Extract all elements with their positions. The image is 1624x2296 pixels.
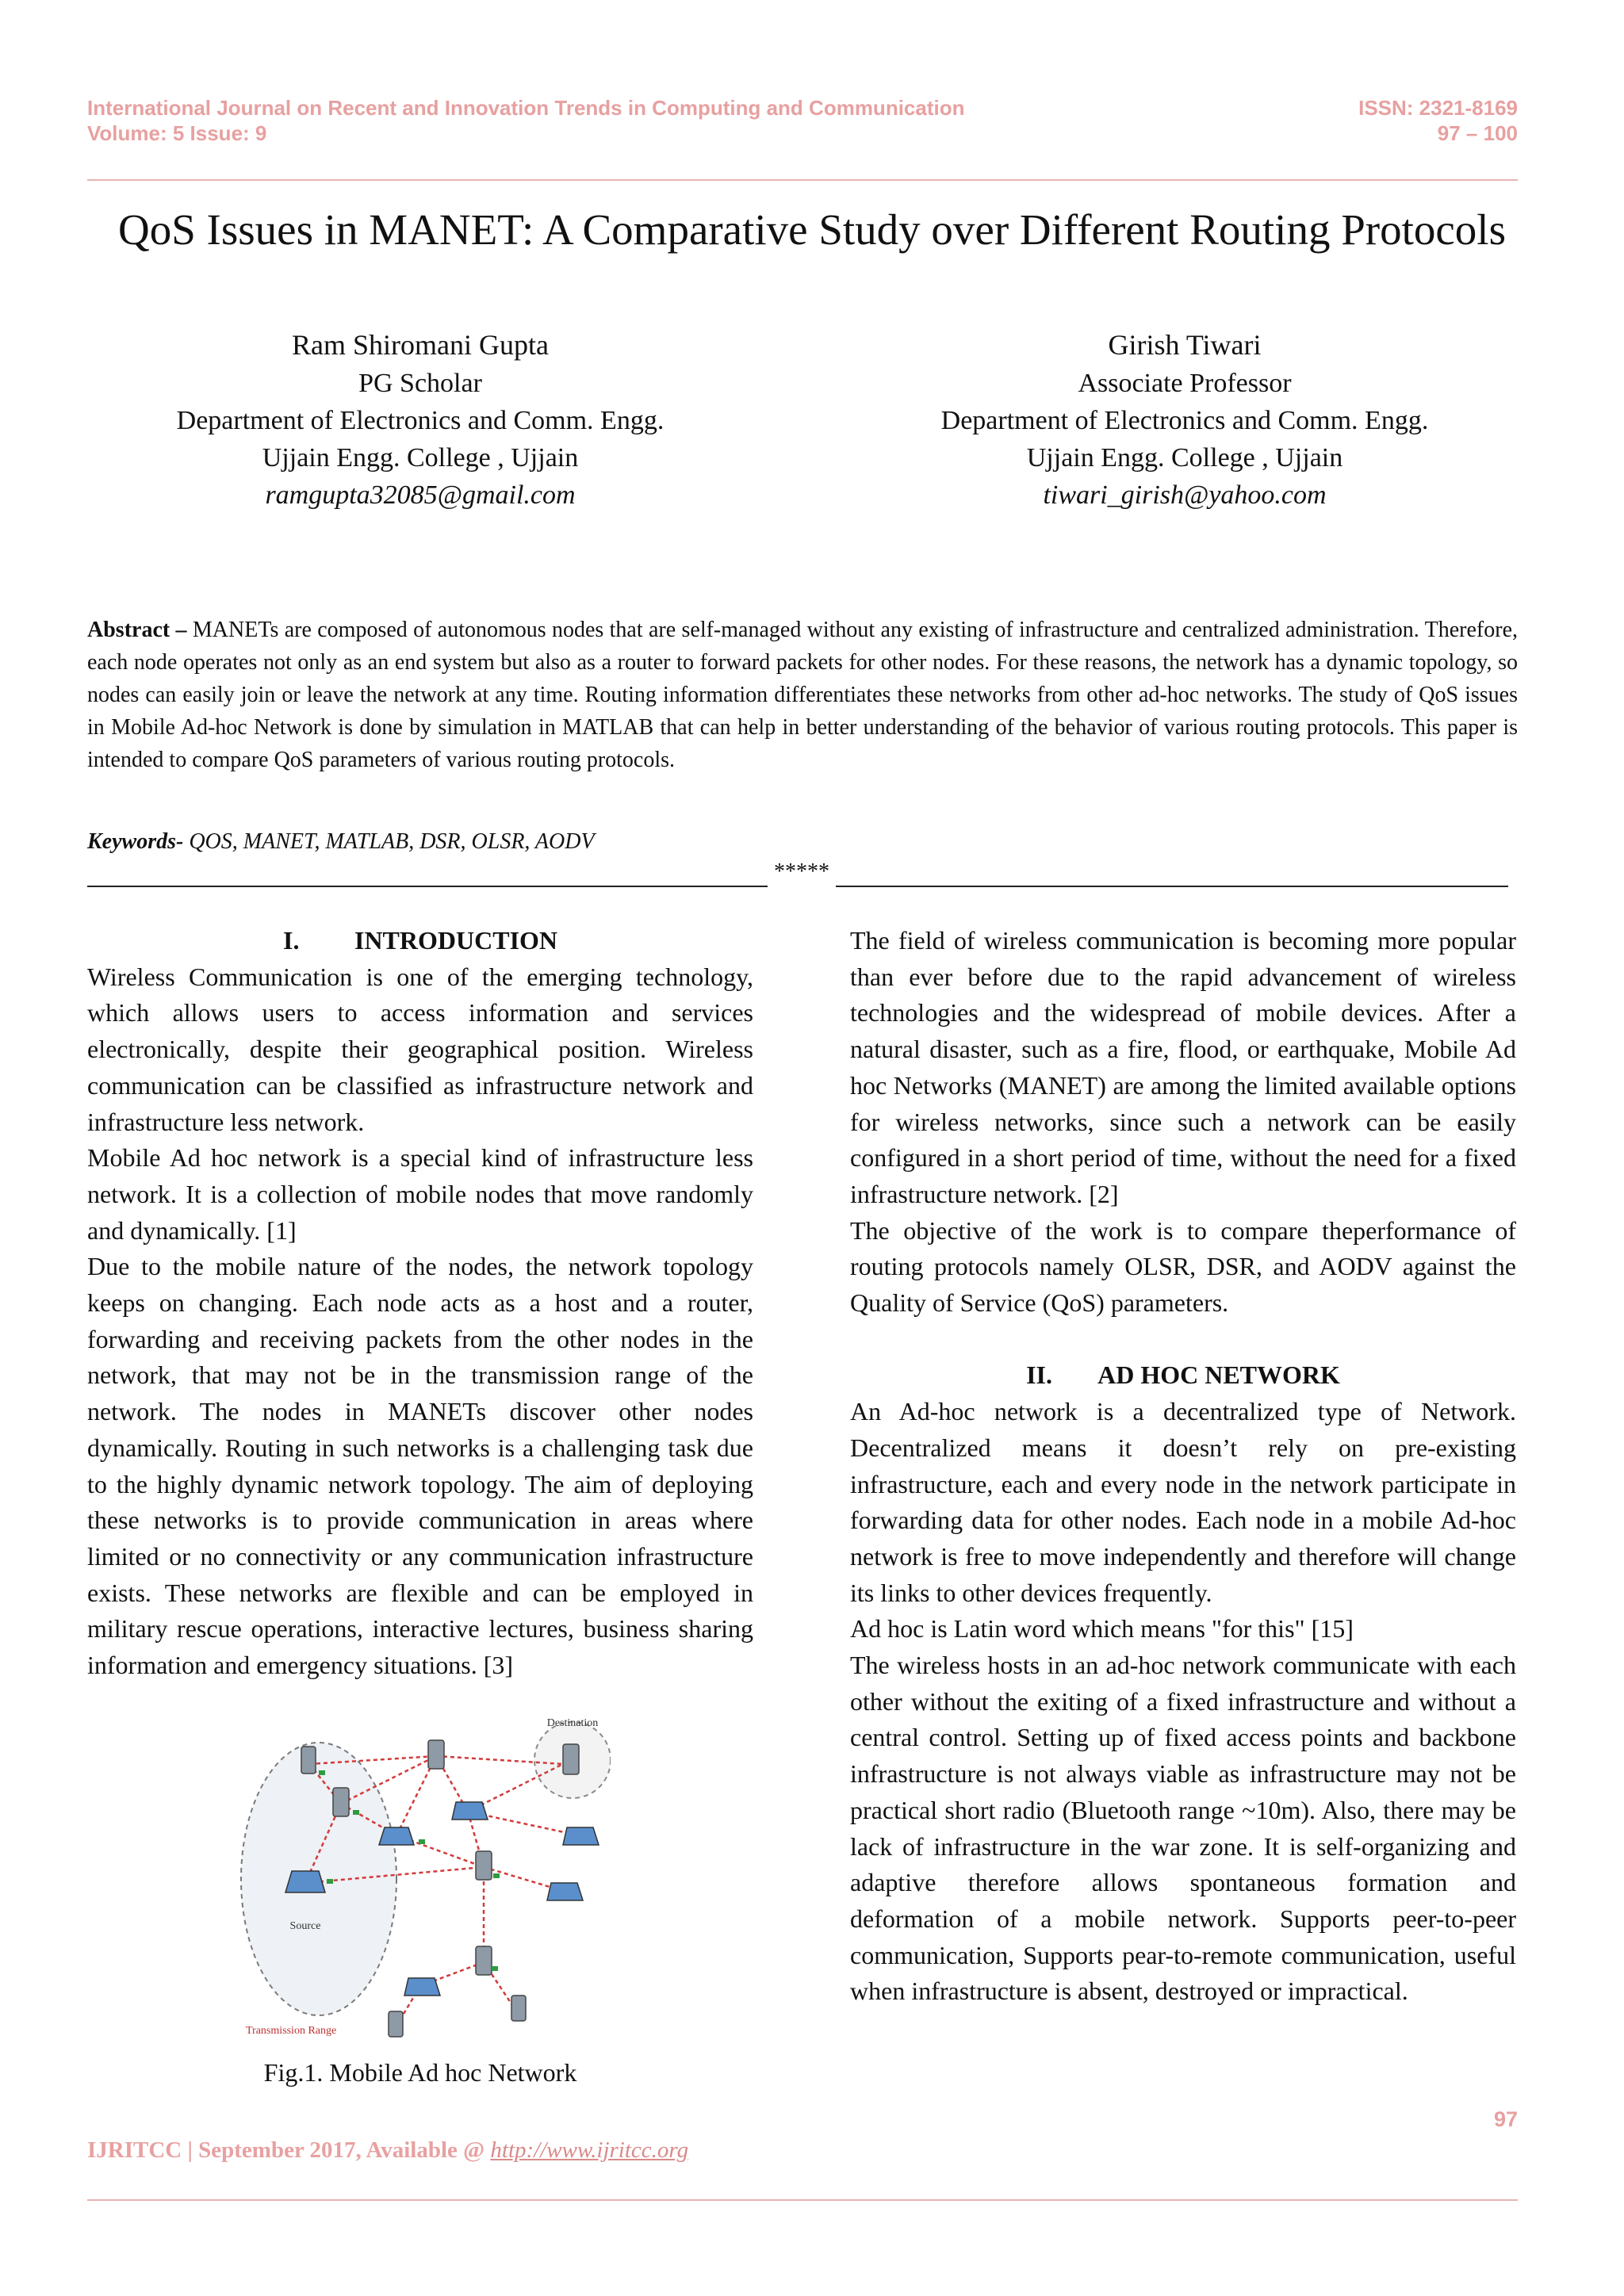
abstract-label: Abstract – bbox=[87, 618, 187, 642]
separator-stars: ***** bbox=[774, 859, 829, 884]
paper-title: QoS Issues in MANET: A Comparative Study over Different Routing Protocols bbox=[117, 205, 1506, 254]
author-name: Girish Tiwari bbox=[1108, 329, 1262, 361]
paragraph: The objective of the work is to compare theperformance of routing protocols namely OLSR, DSR, and AODV against the Quality of Service (QoS) parameters. bbox=[850, 1215, 1516, 1318]
header-rule bbox=[87, 179, 1518, 181]
paragraph: The field of wireless communication is becoming more popular than ever before due to the rapid advancement of wireless technologies and the widespread of mobile devices. After a natural disaster, such as a fire, flood, or earthquake, Mobile Ad hoc Networks (MANET) are among the limited available options for wireless networks, since such a network can be easily configured in a short period of time, without the need for a fixed infrastructure network. [2] bbox=[850, 926, 1516, 1208]
paragraph: Wireless Communication is one of the emerging technology, which allows users to access information and services electronically, despite their geographical position. Wireless communication can be classified as infrastructure network and infrastructure less network. bbox=[87, 962, 753, 1136]
keywords-text: QOS, MANET, MATLAB, DSR, OLSR, AODV bbox=[189, 829, 595, 854]
section-title: INTRODUCTION bbox=[354, 926, 558, 955]
right-column bbox=[850, 923, 1516, 2010]
author-name: Ram Shiromani Gupta bbox=[292, 329, 549, 361]
section-heading-intro bbox=[87, 923, 753, 959]
left-column bbox=[87, 923, 753, 1684]
keywords-label: Keywords- bbox=[87, 829, 184, 854]
separator-rule-right bbox=[836, 886, 1508, 887]
author-dept: Department of Electronics and Comm. Engg. bbox=[176, 406, 665, 435]
author-role: Associate Professor bbox=[1078, 369, 1292, 398]
author-college: Ujjain Engg. College , Ujjain bbox=[262, 443, 579, 473]
paragraph: Due to the mobile nature of the nodes, the network topology keeps on changing. Each node acts as a host and a router, forwarding and receiving packets from the other nodes in the network, that may not be in the transmission range of the network. The nodes in MANETs discover other nodes dynamically. Routing in such networks is a challenging task due to the highly dynamic network topology. The aim of deploying these networks is to provide communication in areas where limited or no connectivity or any communication infrastructure exists. These networks are flexible and can be employed in military rescue operations, interactive lectures, business sharing information and emergency situations. [3] bbox=[87, 1252, 753, 1680]
paragraph: An Ad-hoc network is a decentralized type of Network. Decentralized means it doesn’t rely on pre-existing infrastructure, each and every node in the network participate in forwarding data for other nodes. Each node in a mobile Ad-hoc network is free to move independently and therefore will change its links to other devices frequently. bbox=[850, 1397, 1516, 1607]
running-header-right bbox=[1358, 95, 1518, 146]
section-title: AD HOC NETWORK bbox=[1097, 1360, 1340, 1390]
section-number: I. bbox=[282, 926, 300, 955]
abstract-text: MANETs are composed of autonomous nodes that are self-managed without any existing of infrastructure and centralized administration. Therefore, each node operates not only as an end system but also as a router to forward packets for other nodes. For these reasons, the network has a dynamic topology, so nodes can easily join or leave the network at any time. Routing information differentiates these networks from other ad-hoc networks. The study of QoS issues in Mobile Ad-hoc Network is done by simulation in MATLAB that can help in better understanding of the behavior of various routing protocols. This paper is intended to compare QoS parameters of various routing protocols. bbox=[87, 618, 1518, 772]
figure-label-source: Source bbox=[289, 1920, 321, 1932]
page-number: 97 bbox=[1493, 2107, 1518, 2131]
footer bbox=[87, 2137, 688, 2164]
footer-rule bbox=[87, 2199, 1518, 2201]
issn: ISSN: 2321-8169 bbox=[1358, 96, 1518, 120]
paragraph: The wireless hosts in an ad-hoc network communicate with each other without the exiting of a fixed infrastructure and without a central control. Setting up of fixed access points and backbone infrastructure is not always viable as infrastructure may not be practical short radio (Bluetooth range ~10m). Also, there may be lack of infrastructure in the war zone. It is self-organizing and adaptive therefore allows spontaneous formation and deformation of a mobile network. Supports peer-to-peer communication, Supports pear-to-remote communication, useful when infrastructure is absent, destroyed or impractical. bbox=[850, 1651, 1516, 2006]
author-dept: Department of Electronics and Comm. Engg. bbox=[940, 406, 1429, 435]
abstract bbox=[87, 614, 1518, 776]
keywords bbox=[87, 826, 1518, 858]
author-block-2 bbox=[828, 325, 1542, 514]
author-email: tiwari_girish@yahoo.com bbox=[1043, 480, 1327, 510]
running-header-left bbox=[87, 95, 965, 146]
author-role: PG Scholar bbox=[358, 369, 482, 398]
author-email: ramgupta32085@gmail.com bbox=[265, 480, 576, 510]
author-college: Ujjain Engg. College , Ujjain bbox=[1026, 443, 1343, 473]
figure-label-destination: Destination bbox=[546, 1717, 599, 1729]
footer-link[interactable]: http://www.ijritcc.org bbox=[490, 2137, 689, 2163]
journal-name: International Journal on Recent and Innovation Trends in Computing and Communication bbox=[87, 96, 965, 120]
manet-figure bbox=[230, 1709, 611, 2042]
volume-issue: Volume: 5 Issue: 9 bbox=[87, 121, 267, 145]
author-block-1 bbox=[63, 325, 777, 514]
figure-label-range: Transmission Range bbox=[246, 2025, 337, 2037]
section-heading-adhoc bbox=[850, 1357, 1516, 1394]
footer-text: IJRITCC | September 2017, Available @ bbox=[87, 2137, 491, 2163]
separator-rule-left bbox=[87, 886, 768, 887]
section-number: II. bbox=[1026, 1360, 1052, 1390]
page-range: 97 – 100 bbox=[1437, 121, 1518, 145]
paragraph: Ad hoc is Latin word which means "for this" [15] bbox=[850, 1614, 1354, 1644]
paragraph: Mobile Ad hoc network is a special kind of infrastructure less network. It is a collection of mobile nodes that move randomly and dynamically. [1] bbox=[87, 1143, 753, 1245]
figure-caption: Fig.1. Mobile Ad hoc Network bbox=[263, 2058, 577, 2087]
